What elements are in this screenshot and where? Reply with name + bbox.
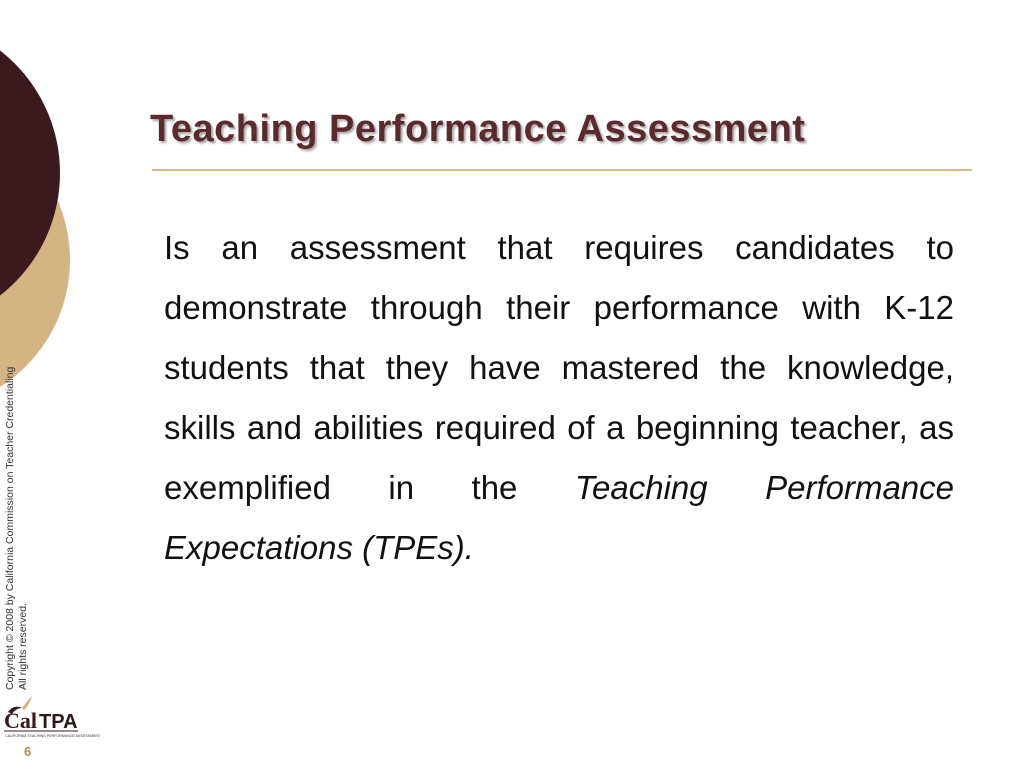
body-text-italic: Teaching Performance Expectations (TPEs). — [164, 469, 954, 566]
caltpa-logo — [2, 694, 101, 740]
logo-tagline: CALIFORNIA TEACHING PERFORMANCE ASSESSMENT — [5, 734, 101, 738]
copyright-line-2: All rights reserved. — [17, 603, 29, 690]
copyright-line-1: Copyright © 2008 by California Commission on Teacher Credentialing — [4, 366, 16, 690]
slide-body — [164, 218, 954, 578]
logo-cal-text: Cal — [4, 708, 37, 733]
copyright-notice — [4, 366, 30, 690]
page-number: 6 — [24, 744, 32, 759]
logo-tpa-text: TPA — [39, 711, 78, 733]
slide-title: Teaching Performance Assessment — [150, 108, 806, 150]
title-divider — [152, 169, 972, 171]
body-text-plain: Is an assessment that requires candidates to demonstrate through their performance with K-12 students that they have mastered the knowledge, skills and abilities required of a beginning teacher, as exemplified in the — [164, 229, 954, 506]
